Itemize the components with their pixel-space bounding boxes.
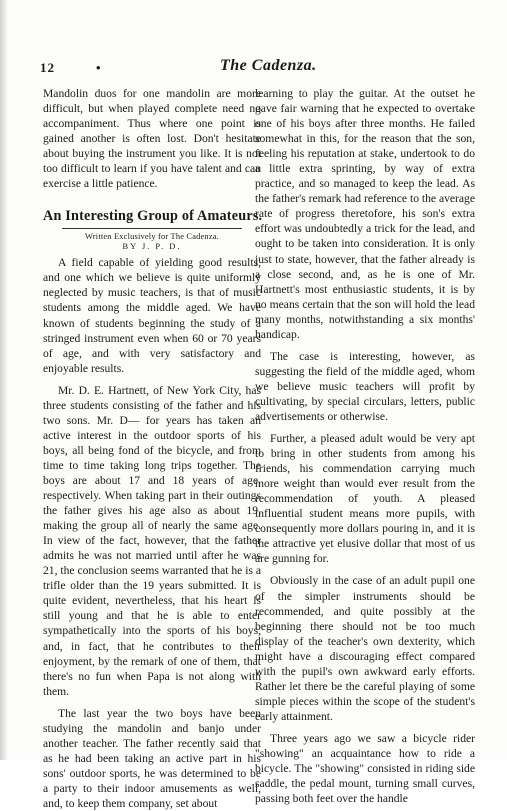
article-paragraph: The last year the two boys have been studying the mandolin and banjo under another teacher. The father recently said that as he had been taking an active part in his sons' outdoor sports, he was determined to be a party to their indoor amusements as well, and, to keep them company, set about <box>43 706 261 810</box>
right-column <box>255 86 475 806</box>
article-paragraph: Obviously in the case of an adult pupil one of the simpler instruments should be recommended, and quite possibly at the beginning there should not be too much display of the teacher's own dexterity, which might have a discouraging effect compared with the pupil's own awkward early efforts. Rather let there be the careful playing of some simple pieces within the scope of the student's early attainment. <box>255 574 475 723</box>
article-paragraph: Three years ago we saw a bicycle rider "showing" an acquaintance how to ride a bicycle. The "showing" consisted in riding side saddle, the pedal mount, turning small curves, passing both feet over the handle <box>255 731 475 806</box>
byline-written: Written Exclusively for The Cadenza. <box>85 232 219 242</box>
article-paragraph: The case is interesting, however, as suggesting the field of the middle aged, whom we believe music teachers will profit by cultivating, by special circulars, letters, public advertisements or otherwise. <box>255 349 475 423</box>
header-bullet: • <box>96 60 101 75</box>
page-header <box>40 57 480 80</box>
article-title: An Interesting Group of Amateurs. <box>43 208 263 225</box>
byline-author: BY J. P. D. <box>122 242 182 252</box>
article-paragraph: Further, a pleased adult would be very apt to bring in other students from among his friends, his commendation carrying much more weight than would ever result from the recommendation of youth. A pleased influential student means more pupils, with consequently more dollars pouring in, and it is the attractive yet elusive dollar that most of us are gunning for. <box>255 432 475 566</box>
article-paragraph: Mr. D. E. Hartnett, of New York City, has three students consisting of the father and his two sons. Mr. D— for years has taken an active interest in the outdoor sports of his boys, all being fond of the bicycle, and from time to time taking long trips together. The boys are about 17 and 18 years of age, respectively. When taking part in their outings the father gives his age also as about 19, making the group all of nearly the same age. In view of the fact, however, that the father admits he was not married until after he was 21, the conclusion seems warranted that he is a trifle older than the 19 years submitted. It is quite evident, nevertheless, that his heart is still young and that he is able to enter sympathetically into the sports of his boys, and, in fact, that he contributes to their enjoyment, by the remark of one of them, that there's no fun when Papa is not along with them. <box>43 383 261 698</box>
page-edge-shadow <box>0 0 8 760</box>
title-underline <box>62 228 242 229</box>
article-paragraph: learning to play the guitar. At the outset he gave fair warning that he expected to overtake one of his boys after three months. He failed somewhat in this, for the reason that the son, feeling his reputation at stake, undertook to do a little extra sprinting, by way of extra practice, and so managed to keep the lead. As the father's remark had reference to the average rate of progress theretofore, his son's extra effort was undoubtedly a trick for the lead, and ought to be taken into consideration. It is only just to state, however, that the father already is a close second, and, as he is one of Mr. Hartnett's most enthusiastic students, it is by no means certain that the son will hold the lead many months, notwithstanding a six months' handicap. <box>255 87 475 341</box>
intro-paragraph: Mandolin duos for one mandolin are more difficult, but when played complete need no accompaniment. Thus where one point is gained another is often lost. Don't hesitate about buying the instrument you like. It is not too difficult to learn if you have talent and can exercise a little patience. <box>43 87 261 191</box>
page-number: 12 <box>40 60 55 75</box>
journal-title: The Cadenza. <box>220 57 317 74</box>
article-paragraph: A field capable of yielding good results, and one which we believe is quite uniformly neglected by music teachers, is that of music students among the middle aged. We have known of students beginning the study of a stringed instrument even when 60 or 70 years of age, and with very satisfactory and enjoyable results. <box>43 256 261 375</box>
left-column <box>43 86 261 811</box>
